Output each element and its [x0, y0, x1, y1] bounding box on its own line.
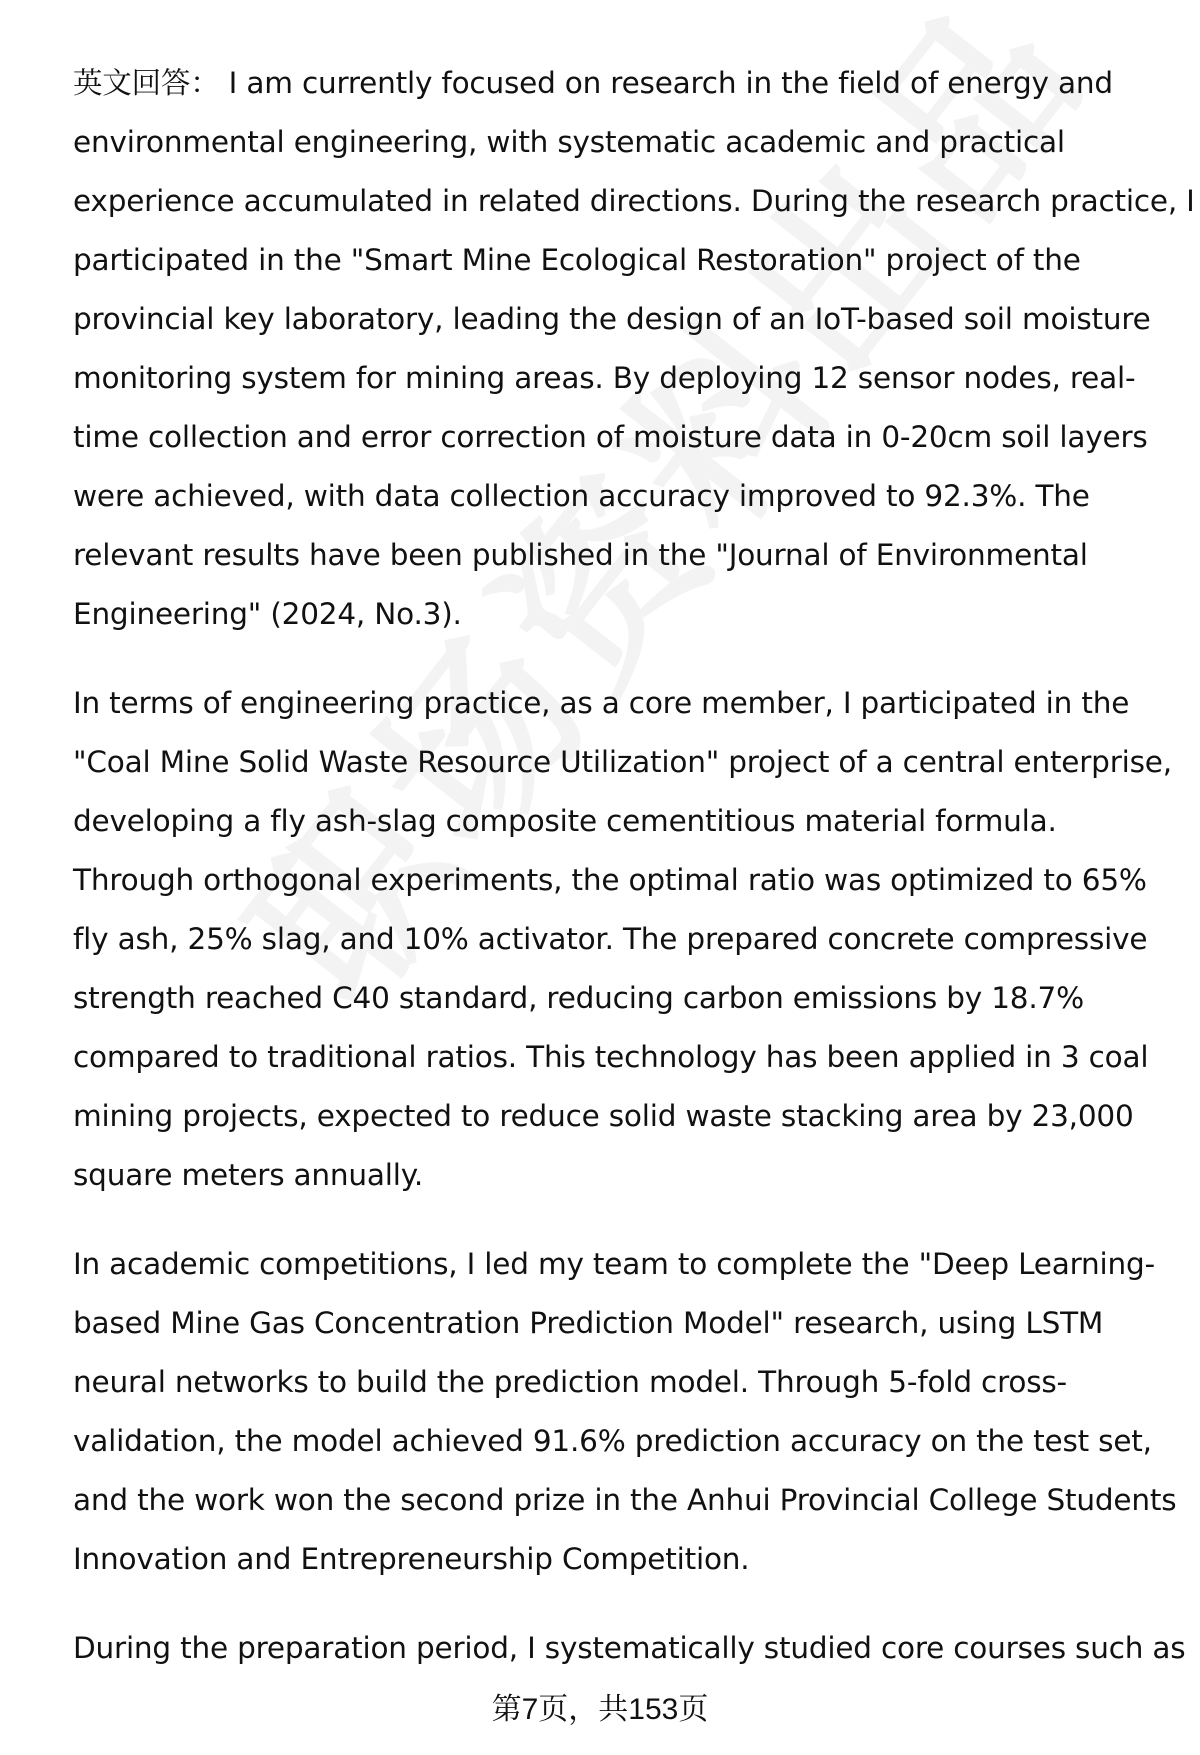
- text-line: environmental engineering, with systematic academic and practical: [73, 125, 1065, 159]
- text-line: square meters annually.: [73, 1158, 424, 1192]
- text-line: "Coal Mine Solid Waste Resource Utilization" project of a central enterprise,: [73, 745, 1172, 779]
- text-line: experience accumulated in related directions. During the research practice, I: [73, 184, 1195, 218]
- paragraph-research: [73, 54, 1195, 644]
- text-line: During the preparation period, I systematically studied core courses such as: [73, 1631, 1186, 1665]
- text-line: participated in the "Smart Mine Ecological Restoration" project of the: [73, 243, 1081, 277]
- text-line: provincial key laboratory, leading the design of an IoT-based soil moisture: [73, 302, 1151, 336]
- paragraph-preparation: [73, 1619, 1186, 1678]
- text-line: mining projects, expected to reduce solid waste stacking area by 23,000: [73, 1099, 1134, 1133]
- text-line: strength reached C40 standard, reducing carbon emissions by 18.7%: [73, 981, 1084, 1015]
- text-line: Engineering" (2024, No.3).: [73, 597, 462, 631]
- text-line: monitoring system for mining areas. By deploying 12 sensor nodes, real-: [73, 361, 1136, 395]
- text-line: validation, the model achieved 91.6% prediction accuracy on the test set,: [73, 1424, 1152, 1458]
- text-line: and the work won the second prize in the Anhui Provincial College Students: [73, 1483, 1177, 1517]
- text-line: fly ash, 25% slag, and 10% activator. The prepared concrete compressive: [73, 922, 1148, 956]
- text-line: In academic competitions, I led my team to complete the "Deep Learning-: [73, 1247, 1155, 1281]
- page-number-footer: 第7页，共153页: [491, 1693, 709, 1726]
- text-line: relevant results have been published in the "Journal of Environmental: [73, 538, 1088, 572]
- text-line: compared to traditional ratios. This technology has been applied in 3 coal: [73, 1040, 1149, 1074]
- text-line: Innovation and Entrepreneurship Competition.: [73, 1542, 750, 1576]
- text-line: time collection and error correction of moisture data in 0-20cm soil layers: [73, 420, 1148, 454]
- text-line: were achieved, with data collection accuracy improved to 92.3%. The: [73, 479, 1090, 513]
- text-line: 英文回答： I am currently focused on research in the field of energy and: [73, 66, 1113, 100]
- text-line: Through orthogonal experiments, the optimal ratio was optimized to 65%: [73, 863, 1147, 897]
- document-body: [73, 54, 1195, 1708]
- text-line: neural networks to build the prediction model. Through 5-fold cross-: [73, 1365, 1067, 1399]
- text-line: based Mine Gas Concentration Prediction Model" research, using LSTM: [73, 1306, 1104, 1340]
- paragraph-engineering-practice: [73, 674, 1172, 1205]
- text-line: In terms of engineering practice, as a core member, I participated in the: [73, 686, 1130, 720]
- paragraph-competitions: [73, 1235, 1177, 1589]
- text-line: developing a fly ash-slag composite cementitious material formula.: [73, 804, 1057, 838]
